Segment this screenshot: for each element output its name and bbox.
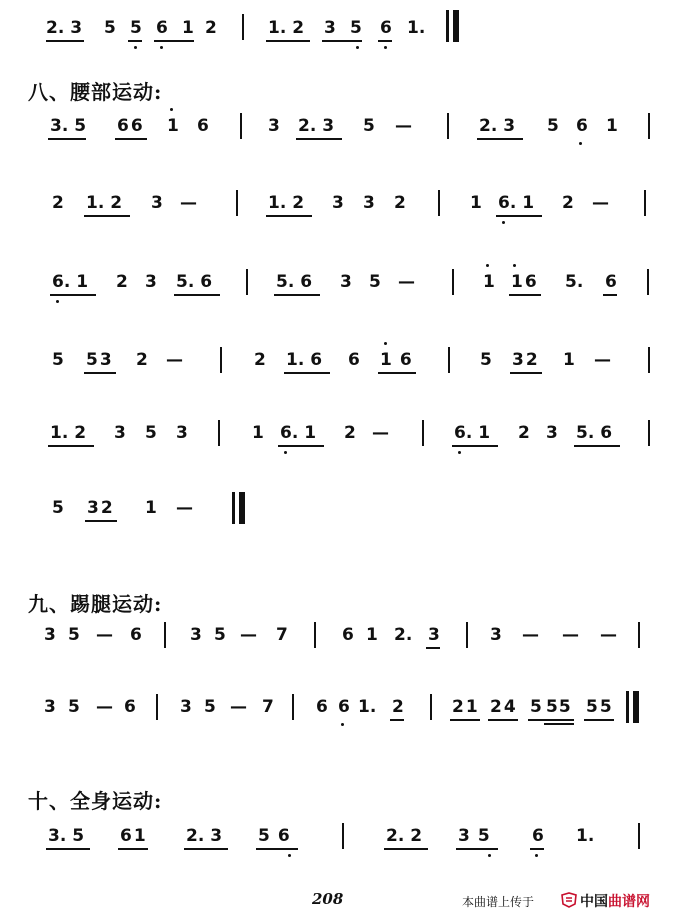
note: 5 xyxy=(68,625,80,645)
note: 5 xyxy=(130,18,142,38)
note-group: 3. 5 xyxy=(48,826,85,846)
note: 1 xyxy=(366,625,378,645)
note: 3 xyxy=(324,18,336,38)
note: 2. xyxy=(394,625,413,645)
note: 5. xyxy=(565,272,584,292)
dash: — xyxy=(180,193,197,213)
note: 1 xyxy=(252,423,264,443)
note: 5 xyxy=(68,697,80,717)
note-group: 66 xyxy=(117,116,145,136)
note-group: 16 xyxy=(380,350,420,370)
note: 5 xyxy=(52,350,64,370)
note: 5 xyxy=(530,697,542,717)
note: 3 xyxy=(332,193,344,213)
dash: — xyxy=(594,350,611,370)
dash: — xyxy=(240,625,257,645)
note-group: 2. 3 xyxy=(298,116,335,136)
note: 2 xyxy=(518,423,530,443)
barline xyxy=(220,347,222,373)
note: 3 xyxy=(176,423,188,443)
note: 1 xyxy=(563,350,575,370)
note: 1 xyxy=(145,498,157,518)
note: 5 xyxy=(145,423,157,443)
note-group: 6. 1 xyxy=(498,193,535,213)
note-group: 2. 3 xyxy=(186,826,223,846)
section-heading-8: 八、腰部运动: xyxy=(28,80,163,104)
final-barline-thick xyxy=(453,10,459,42)
dash: — xyxy=(96,697,113,717)
note: 2 xyxy=(52,193,64,213)
note: 5 xyxy=(214,625,226,645)
dash: — xyxy=(398,272,415,292)
barline xyxy=(430,694,432,720)
final-barline-thin xyxy=(626,691,629,723)
barline xyxy=(156,694,158,720)
note-group: 2. 3 xyxy=(46,18,83,38)
dash: — xyxy=(592,193,609,213)
note-group: 1. 2 xyxy=(268,193,305,213)
barline xyxy=(218,420,220,446)
note-group: 1. 2 xyxy=(86,193,123,213)
note: 2 xyxy=(394,193,406,213)
barline xyxy=(242,14,244,40)
note: 6 xyxy=(348,350,360,370)
note: 3 xyxy=(151,193,163,213)
dash: — xyxy=(372,423,389,443)
barline xyxy=(448,347,450,373)
note: 2 xyxy=(392,697,404,717)
note: 6 xyxy=(605,272,617,292)
barline xyxy=(638,622,640,648)
note: 5 xyxy=(104,18,116,38)
barline xyxy=(240,113,242,139)
barline xyxy=(452,269,454,295)
note: 6 xyxy=(130,625,142,645)
note: 6 xyxy=(576,116,588,136)
note-group: 6. 1 xyxy=(280,423,317,443)
barline xyxy=(648,420,650,446)
note-group: 1. 2 xyxy=(268,18,305,38)
note: 6 xyxy=(380,18,392,38)
note: 5 xyxy=(480,350,492,370)
upload-credit: 本曲谱上传于 xyxy=(462,895,535,909)
note: 1 xyxy=(483,272,495,292)
note: 2 xyxy=(562,193,574,213)
note: 6 xyxy=(532,826,544,846)
note: 1 xyxy=(182,18,194,38)
dash: — xyxy=(230,697,247,717)
note: 5 xyxy=(369,272,381,292)
dash: — xyxy=(522,625,539,645)
note: 1 xyxy=(606,116,618,136)
note-group: 6. 1 xyxy=(52,272,89,292)
final-barline-thick xyxy=(633,691,639,723)
final-barline-thin xyxy=(232,492,235,524)
note-group: 56 xyxy=(258,826,298,846)
note: 1 xyxy=(167,116,179,136)
dash: — xyxy=(395,116,412,136)
barline xyxy=(648,347,650,373)
barline xyxy=(638,823,640,849)
note: 3 xyxy=(363,193,375,213)
barline xyxy=(466,622,468,648)
barline xyxy=(246,269,248,295)
barline xyxy=(314,622,316,648)
note: 5 xyxy=(547,116,559,136)
barline xyxy=(422,420,424,446)
barline xyxy=(236,190,238,216)
brand-logo-icon xyxy=(560,892,578,908)
page-number: 208 xyxy=(312,890,344,908)
note: 2 xyxy=(254,350,266,370)
note: 1. xyxy=(407,18,426,38)
final-barline-thick xyxy=(239,492,245,524)
note-group: 21 xyxy=(452,697,480,717)
note-group: 55 xyxy=(546,697,572,717)
dash: — xyxy=(166,350,183,370)
note-group: 35 xyxy=(458,826,498,846)
note: 6 xyxy=(338,697,350,717)
note-group: 24 xyxy=(490,697,518,717)
note: 1. xyxy=(576,826,595,846)
note: 3 xyxy=(490,625,502,645)
note: 5 xyxy=(52,498,64,518)
note: 3 xyxy=(546,423,558,443)
note: 6 xyxy=(197,116,209,136)
note: 3 xyxy=(190,625,202,645)
note: 1. xyxy=(358,697,377,717)
barline xyxy=(447,113,449,139)
note-group: 1. 6 xyxy=(286,350,323,370)
barline xyxy=(438,190,440,216)
note: 3 xyxy=(114,423,126,443)
note: 6 xyxy=(124,697,136,717)
note-group: 1. 2 xyxy=(50,423,87,443)
dash: — xyxy=(176,498,193,518)
note: 3 xyxy=(44,625,56,645)
note: 6 xyxy=(156,18,168,38)
note: 5 xyxy=(363,116,375,136)
note: 7 xyxy=(262,697,274,717)
note-group: 5. 6 xyxy=(576,423,613,443)
note: 2 xyxy=(344,423,356,443)
note: 2 xyxy=(205,18,217,38)
note: 6 xyxy=(316,697,328,717)
barline xyxy=(644,190,646,216)
note: 1 xyxy=(470,193,482,213)
dash: — xyxy=(96,625,113,645)
note-group: 53 xyxy=(86,350,114,370)
note-group: 2. 2 xyxy=(386,826,423,846)
note-group: 32 xyxy=(512,350,540,370)
note: 3 xyxy=(44,697,56,717)
note: 6 xyxy=(342,625,354,645)
section-heading-9: 九、踢腿运动: xyxy=(28,592,163,616)
note: 3 xyxy=(428,625,440,645)
note-group: 5. 6 xyxy=(176,272,213,292)
note-group: 5. 6 xyxy=(276,272,313,292)
note: 2 xyxy=(116,272,128,292)
note: 3 xyxy=(180,697,192,717)
section-heading-10: 十、全身运动: xyxy=(28,789,163,813)
note-group: 55 xyxy=(586,697,614,717)
dash: — xyxy=(600,625,617,645)
note-group: 6. 1 xyxy=(454,423,491,443)
note: 7 xyxy=(276,625,288,645)
brand-name: 中国曲谱网 xyxy=(580,894,650,910)
barline xyxy=(164,622,166,648)
barline xyxy=(648,113,650,139)
note: 3 xyxy=(145,272,157,292)
note-group: 32 xyxy=(87,498,115,518)
barline xyxy=(292,694,294,720)
note: 5 xyxy=(350,18,362,38)
note-group: 61 xyxy=(120,826,148,846)
note-group: 3. 5 xyxy=(50,116,87,136)
dash: — xyxy=(562,625,579,645)
note: 2 xyxy=(136,350,148,370)
note: 3 xyxy=(340,272,352,292)
final-barline-thin xyxy=(446,10,449,42)
note: 5 xyxy=(204,697,216,717)
barline xyxy=(647,269,649,295)
barline xyxy=(342,823,344,849)
note-group: 2. 3 xyxy=(479,116,516,136)
note: 3 xyxy=(268,116,280,136)
note-group: 16 xyxy=(511,272,539,292)
